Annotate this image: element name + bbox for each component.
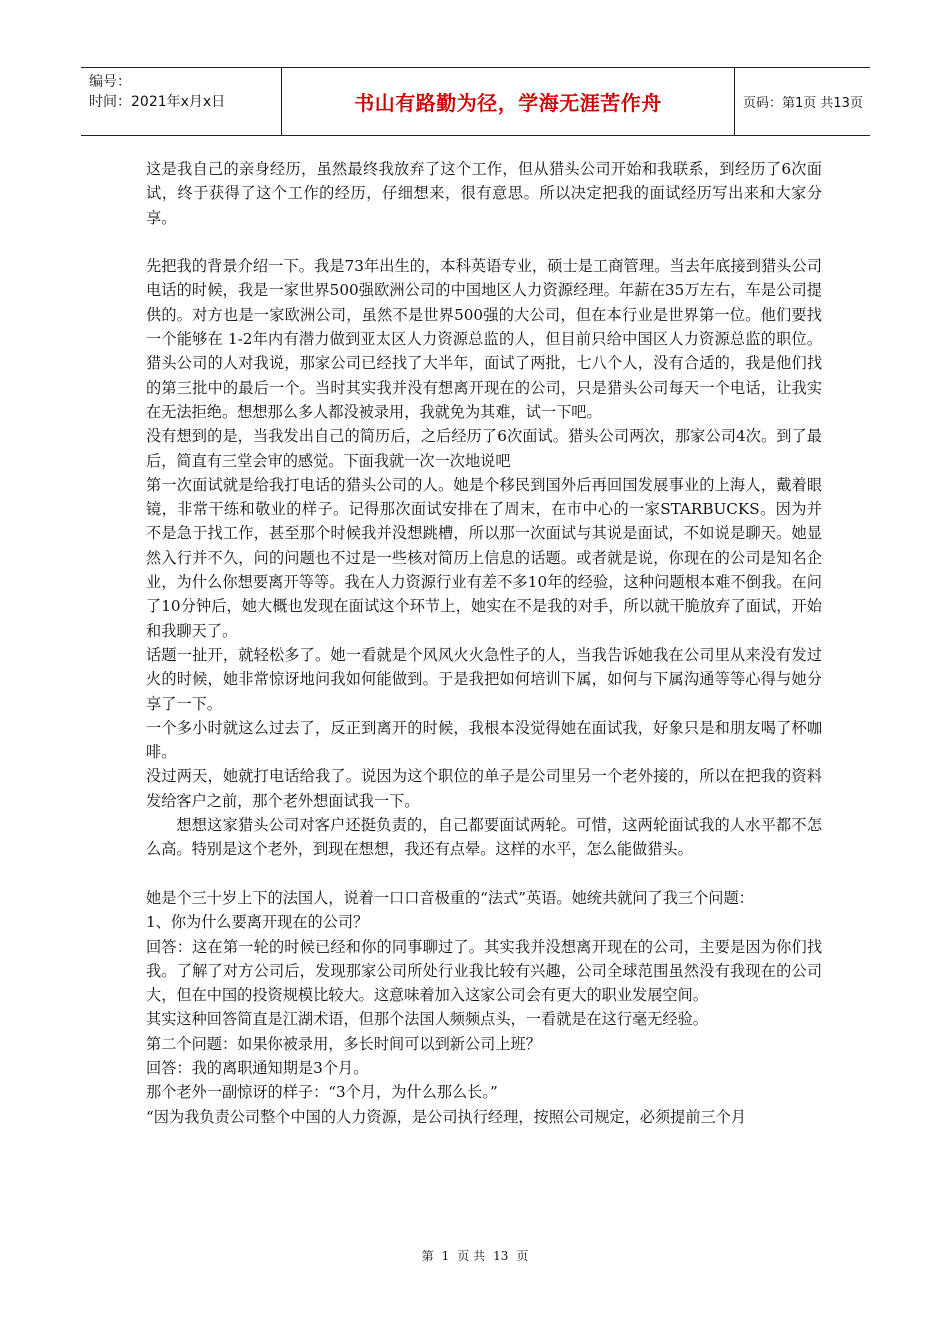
- paragraph: 没过两天，她就打电话给我了。说因为这个职位的单子是公司里另一个老外接的，所以在把我的资料发给客户之前，那个老外想面试我一下。: [146, 767, 822, 810]
- paragraph: 其实这种回答简直是江湖术语，但那个法国人频频点头，一看就是在这行毫无经验。: [146, 1010, 708, 1029]
- paragraph: 这是我自己的亲身经历，虽然最终我放弃了这个工作，但从猎头公司开始和我联系，到经历了6次面试，终于获得了这个工作的经历，仔细想来，很有意思。所以决定把我的面试经历写出来和大家分享。: [146, 160, 822, 227]
- paragraph: 1、你为什么要离开现在的公司？: [146, 913, 369, 932]
- footer-page-total: 13: [493, 1249, 509, 1263]
- paragraph: 想想这家猎头公司对客户还挺负责的，自己都要面试两轮。可惜，这两轮面试我的人水平都不怎么高。特别是这个老外，到现在想想，我还有点晕。这样的水平，怎么能做猎头。: [146, 816, 822, 859]
- paragraph: 第二个问题：如果你被录用，多长时间可以到新公司上班？: [146, 1034, 541, 1053]
- header-meta: [81, 68, 281, 135]
- paragraph: 第一次面试就是给我打电话的猎头公司的人。她是个移民到国外后再回国发展事业的上海人，戴着眼镜，非常干练和敬业的样子。记得那次面试安排在了周末，在市中心的一家STARBUCKS。因为并不是急于找工作，甚至那个时候我并没想跳槽，所以那一次面试与其说是面试，不如说是聊天。她显然入行并不久，问的问题也不过是一些核对简历上信息的话题。或者就是说，你现在的公司是知名企业，为什么你想要离开等等。我在人力资源行业有差不多10年的经验，这种问题根本难不倒我。在问了10分钟后，她大概也发现在面试这个环节上，她实在不是我的对手，所以就干脆放弃了面试，开始和我聊天了。: [146, 475, 822, 640]
- paragraph: “因为我负责公司整个中国的人力资源，是公司执行经理，按照公司规定，必须提前三个月: [146, 1107, 747, 1126]
- page-info: 页码：第1页 共13页: [743, 96, 863, 111]
- number-label: 编号：: [89, 74, 131, 90]
- header-table: [81, 67, 870, 136]
- footer-suffix: 页: [516, 1249, 529, 1263]
- paragraph: 回答：这在第一轮的时候已经和你的同事聊过了。其实我并没想离开现在的公司，主要是因为你们找我。了解了对方公司后，发现那家公司所处行业我比较有兴趣，公司全球范围虽然没有我现在的公司大，但在中国的投资规模比较大。这意味着加入这家公司会有更大的职业发展空间。: [146, 937, 822, 1005]
- document-body: [146, 157, 822, 1129]
- paragraph: 先把我的背景介绍一下。我是73年出生的，本科英语专业，硕士是工商管理。当去年底接到猎头公司电话的时候，我是一家世界500强欧洲公司的中国地区人力资源经理。年薪在35万左右，车是公司提供的。对方也是一家欧洲公司，虽然不是世界500强的大公司，但在本行业是世界第一位。他们要找一个能够在 1-2年内有潜力做到亚太区人力资源总监的人，但目前只给中国区人力资源总监的职位。猎头公司的人对我说，那家公司已经找了大半年，面试了两批，七八个人，没有合适的，我是他们找的第三批中的最后一个。当时其实我并没有想离开现在的公司，只是猎头公司每天一个电话，让我实在无法拒绝。想想那么多人都没被录用，我就免为其难，试一下吧。: [146, 257, 822, 421]
- motto: 书山有路勤为径，学海无涯苦作舟: [354, 91, 662, 115]
- footer-mid: 页 共: [457, 1249, 486, 1263]
- page-footer: [0, 1247, 950, 1264]
- blank-line: [146, 230, 822, 254]
- header-page-info: [735, 68, 870, 135]
- time-label: 时间：2021年x月x日: [89, 94, 226, 110]
- blank-line: [146, 862, 822, 886]
- paragraph: 她是个三十岁上下的法国人，说着一口口音极重的“法式”英语。她统共就问了我三个问题：: [146, 888, 754, 907]
- footer-page-number: 1: [441, 1249, 450, 1263]
- footer-prefix: 第: [421, 1249, 434, 1263]
- paragraph: 没有想到的是，当我发出自己的简历后，之后经历了6次面试。猎头公司两次，那家公司4次。到了最后，简直有三堂会审的感觉。下面我就一次一次地说吧: [146, 427, 822, 470]
- paragraph: 话题一扯开，就轻松多了。她一看就是个风风火火急性子的人，当我告诉她我在公司里从来没有发过火的时候，她非常惊讶地问我如何能做到。于是我把如何培训下属，如何与下属沟通等等心得与她分享了一下。: [146, 645, 822, 713]
- paragraph: 一个多小时就这么过去了，反正到离开的时候，我根本没觉得她在面试我，好象只是和朋友喝了杯咖啡。: [146, 718, 822, 762]
- paragraph: 回答：我的离职通知期是3个月。: [146, 1058, 369, 1077]
- paragraph: 那个老外一副惊讶的样子：“3个月，为什么那么长。”: [146, 1083, 498, 1102]
- header-motto-cell: [281, 68, 735, 135]
